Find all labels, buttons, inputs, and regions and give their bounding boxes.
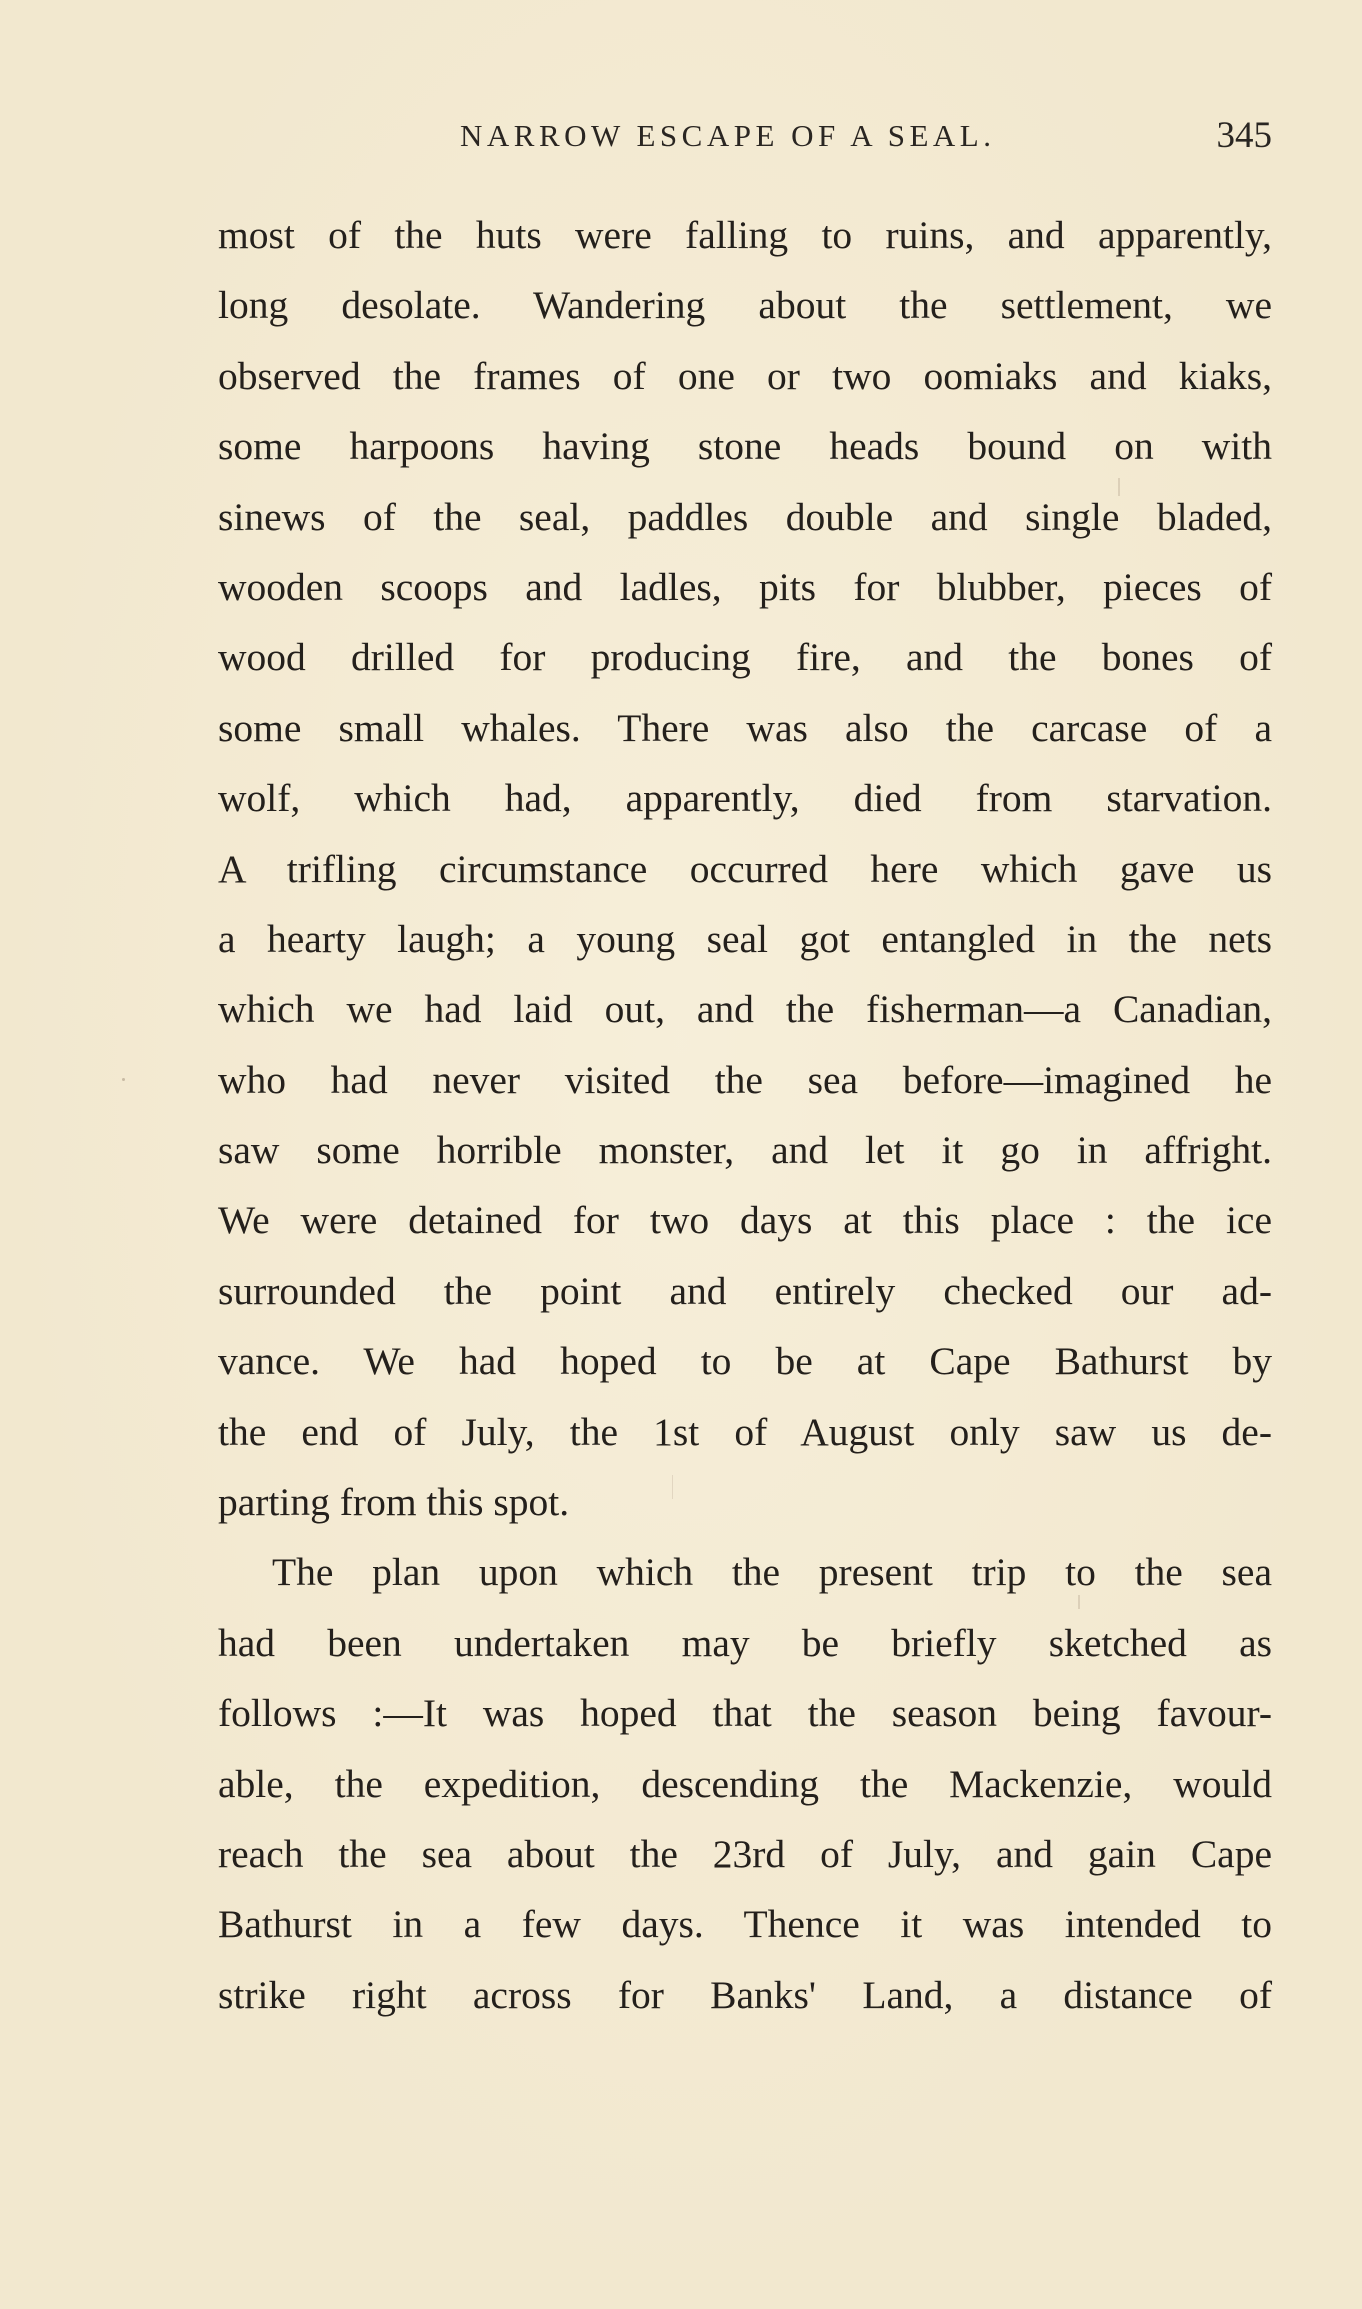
text-line: vance. We had hoped to be at Cape Bathurst by (218, 1339, 1272, 1384)
text-line: who had never visited the sea before—imagined he (218, 1057, 1272, 1102)
text-line: follows :—It was hoped that the season being favour- (218, 1691, 1272, 1736)
text-line: long desolate. Wandering about the settlement, we (218, 283, 1272, 328)
text-line: able, the expedition, descending the Mackenzie, would (218, 1761, 1272, 1806)
page-header (218, 115, 1272, 168)
text-line: sinews of the seal, paddles double and single bladed, (218, 494, 1272, 539)
text-line: wooden scoops and ladles, pits for blubber, pieces of (218, 564, 1272, 609)
paper-speck (122, 1078, 125, 1081)
text-line: which we had laid out, and the fisherman—a Canadian, (218, 987, 1272, 1032)
text-line: saw some horrible monster, and let it go in affright. (218, 1128, 1272, 1173)
text-line: The plan upon which the present trip to the sea (272, 1550, 1272, 1595)
text-line: surrounded the point and entirely checked our ad- (218, 1268, 1272, 1313)
text-line: the end of July, the 1st of August only saw us de- (218, 1409, 1272, 1454)
text-line: We were detained for two days at this place : the ice (218, 1198, 1272, 1243)
text-line: had been undertaken may be briefly sketched as (218, 1620, 1272, 1665)
paper-speck (1078, 1595, 1080, 1609)
body-text (218, 208, 1272, 2038)
text-line: observed the frames of one or two oomiaks and kiaks, (218, 353, 1272, 398)
text-line: reach the sea about the 23rd of July, and gain Cape (218, 1831, 1272, 1876)
text-line: parting from this spot. (218, 1480, 570, 1525)
text-line: Bathurst in a few days. Thence it was intended to (218, 1902, 1272, 1947)
text-line: some small whales. There was also the carcase of a (218, 705, 1272, 750)
paper-speck (1118, 478, 1120, 496)
text-line: wood drilled for producing fire, and the bones of (218, 635, 1272, 680)
text-line: some harpoons having stone heads bound on with (218, 424, 1272, 469)
text-line: A trifling circumstance occurred here which gave us (218, 846, 1272, 891)
page-number: 345 (1216, 115, 1272, 156)
text-line: wolf, which had, apparently, died from starvation. (218, 776, 1272, 821)
text-line: strike right across for Banks' Land, a distance of (218, 1972, 1272, 2017)
running-title: NARROW ESCAPE OF A SEAL. (460, 118, 996, 153)
text-line: a hearty laugh; a young seal got entangled in the nets (218, 916, 1272, 961)
paper-speck (672, 1475, 673, 1499)
text-line: most of the huts were falling to ruins, and apparently, (218, 213, 1272, 257)
